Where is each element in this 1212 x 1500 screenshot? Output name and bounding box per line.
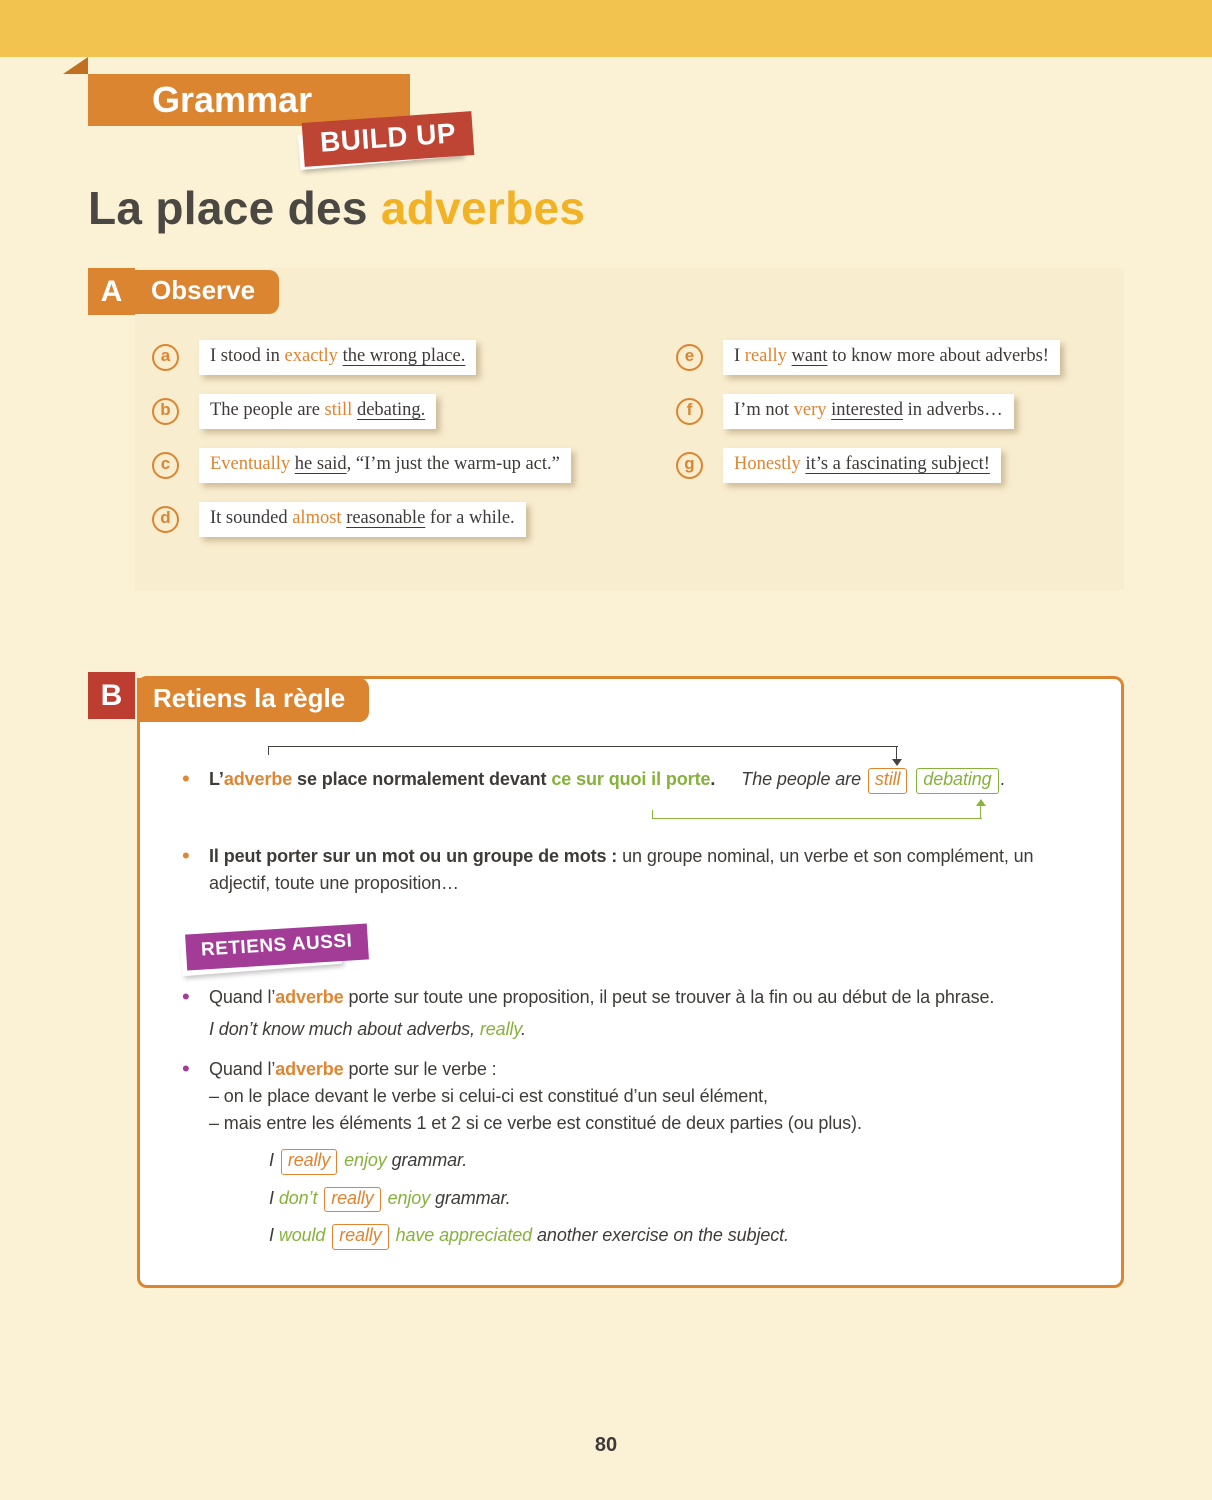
example-sentence [199, 448, 571, 483]
example-text: . [1000, 769, 1006, 789]
sentence-adverb: really [744, 345, 787, 366]
rule-text-bold: Il peut porter sur un mot ou un groupe de mots : [209, 846, 618, 866]
example-text: . [520, 1019, 526, 1039]
rule-text-part: porte sur toute une proposition, il peut se trouver à la fin ou au début de la phrase. [343, 987, 995, 1007]
page-title-prefix: La place des [88, 182, 381, 234]
section-b-letter: B [100, 678, 123, 712]
rule-keyword-adverbe: adverbe [275, 1059, 344, 1079]
arrow-line [268, 746, 269, 755]
sentence-text: in adverbs… [903, 399, 1003, 420]
rule-line [209, 1056, 1142, 1083]
sentence-underlined: want [791, 345, 828, 366]
section-a-heading [135, 270, 279, 314]
build-up-label: BUILD UP [318, 117, 458, 158]
boxed-adverb: really [332, 1224, 388, 1250]
rule-keyword-target: ce sur quoi il porte [551, 769, 711, 789]
bullet-icon: • [182, 984, 190, 1009]
example-verb-green: have appreciated [395, 1225, 533, 1246]
verb-example-line [269, 1185, 1142, 1213]
sentence-adverb: Eventually [210, 453, 291, 474]
section-a-marker [88, 268, 135, 315]
example-verb-green: don’t [278, 1187, 323, 1208]
sentence-text: to know more about adverbs! [827, 345, 1049, 366]
gold-top-strip [0, 0, 1212, 57]
example-adverb-green: really [479, 1019, 521, 1039]
rule-text-part: un groupe nominal, un verbe et son complément, un adjectif, toute une proposition… [209, 846, 1034, 893]
rule-scope [182, 843, 1092, 897]
verb-example-line [269, 1147, 1142, 1175]
example-letter-badge: a [152, 344, 179, 371]
sentence-text: I [734, 345, 745, 366]
rule-example [209, 1016, 1142, 1043]
boxed-adverb: still [868, 768, 908, 794]
example-sentence [723, 448, 1001, 483]
example-sentence [723, 394, 1014, 429]
arrow-line [896, 746, 897, 760]
rule-text [209, 766, 1112, 794]
example-row [152, 500, 571, 538]
rule-text [209, 984, 1142, 1043]
rule-example [741, 769, 1005, 789]
example-letter-badge: c [152, 452, 179, 479]
rule-text-part: porte sur le verbe : [343, 1059, 497, 1079]
example-text: I don’t know much about adverbs, [209, 1019, 480, 1039]
boxed-adverb: really [281, 1149, 337, 1175]
example-text: grammar. [430, 1187, 511, 1208]
rule-adverb-position [182, 766, 1112, 794]
arrow-up-icon [976, 799, 986, 806]
example-row [152, 338, 571, 376]
example-sentence [723, 340, 1060, 375]
page-title [88, 181, 585, 235]
boxed-adverb: really [324, 1187, 380, 1213]
page-title-highlight: adverbes [380, 182, 586, 234]
sentence-underlined: it’s a fascinating subject! [805, 453, 990, 474]
example-row [676, 338, 1060, 376]
sentence-text: for a while. [425, 507, 515, 528]
rule-verb [182, 1056, 1142, 1260]
sentence-adverb: very [793, 399, 827, 420]
arrow-down-icon [892, 759, 902, 766]
example-verb-green: enjoy [344, 1150, 387, 1170]
page-number: 80 [594, 1434, 618, 1456]
sentence-underlined: reasonable [346, 507, 426, 528]
sentence-adverb: Honestly [734, 453, 801, 474]
example-row [676, 392, 1060, 430]
example-text: The people are [741, 769, 866, 789]
arrow-line-green [652, 818, 982, 819]
sentence-adverb: almost [292, 507, 342, 528]
rule-text-part: L’ [209, 769, 224, 789]
rule-text-part: Quand l’ [209, 987, 276, 1007]
example-row [152, 446, 571, 484]
example-text: I [269, 1187, 279, 1208]
rule-text-part: se place normalement devant [292, 769, 552, 789]
rule-text [209, 1056, 1142, 1260]
rule-text-part: Quand l’ [209, 1059, 276, 1079]
examples-left-column [152, 338, 571, 538]
rule-text [209, 843, 1092, 897]
example-verb-green: would [278, 1225, 331, 1246]
sentence-adverb: still [324, 399, 353, 420]
example-text: I [269, 1150, 279, 1170]
example-letter-badge: b [152, 398, 179, 425]
retiens-aussi-label: RETIENS AUSSI [200, 930, 353, 961]
sentence-text: It sounded [210, 507, 293, 528]
rule-dash-line: – mais entre les éléments 1 et 2 si ce verbe est constitué de deux parties (ou plus). [209, 1113, 862, 1133]
example-letter-badge: e [676, 344, 703, 371]
section-a-letter: A [100, 274, 123, 308]
rule-whole-proposition [182, 984, 1142, 1043]
example-letter-badge: g [676, 452, 703, 479]
example-text: grammar. [386, 1150, 468, 1170]
rule-text-part: . [710, 769, 716, 789]
rule-keyword-adverbe: adverbe [275, 987, 344, 1007]
section-b-heading [137, 678, 369, 722]
sentence-text: The people are [210, 399, 325, 420]
sentence-underlined: debating. [356, 399, 426, 420]
verb-example-line [269, 1222, 1142, 1250]
example-row [676, 446, 1060, 484]
examples-right-column [676, 338, 1060, 484]
verb-examples [269, 1147, 1142, 1250]
sentence-underlined: he said [294, 453, 347, 474]
section-b-heading-label: Retiens la règle [153, 682, 346, 713]
bullet-icon: • [182, 1056, 190, 1081]
rule-line [209, 984, 1142, 1011]
example-sentence [199, 502, 526, 537]
example-verb-green: enjoy [387, 1187, 431, 1208]
bullet-icon: • [182, 843, 190, 868]
sentence-text: I stood in [210, 345, 285, 366]
sentence-text: I’m not [734, 399, 794, 420]
example-text: another exercise on the subject. [532, 1225, 789, 1246]
sentence-adverb: exactly [284, 345, 338, 366]
ribbon-fold [63, 57, 88, 74]
grammar-label: Grammar [152, 79, 313, 120]
example-letter-badge: f [676, 398, 703, 425]
example-letter-badge: d [152, 506, 179, 533]
example-sentence [199, 394, 436, 429]
example-sentence [199, 340, 476, 375]
sentence-text: , “I’m just the warm-up act.” [346, 453, 560, 474]
section-b-marker [88, 672, 135, 719]
arrow-line-green [980, 806, 981, 819]
example-text: I [269, 1225, 279, 1246]
arrow-line [268, 746, 898, 747]
sentence-underlined: interested [831, 399, 904, 420]
example-row [152, 392, 571, 430]
section-a-heading-label: Observe [151, 274, 256, 305]
bullet-icon: • [182, 766, 190, 791]
rule-keyword-adverbe: adverbe [223, 769, 293, 789]
rule-dash-line: – on le place devant le verbe si celui-ci est constitué d’un seul élément, [209, 1086, 768, 1106]
sentence-underlined: the wrong place. [342, 345, 466, 366]
boxed-verb: debating [916, 768, 998, 794]
